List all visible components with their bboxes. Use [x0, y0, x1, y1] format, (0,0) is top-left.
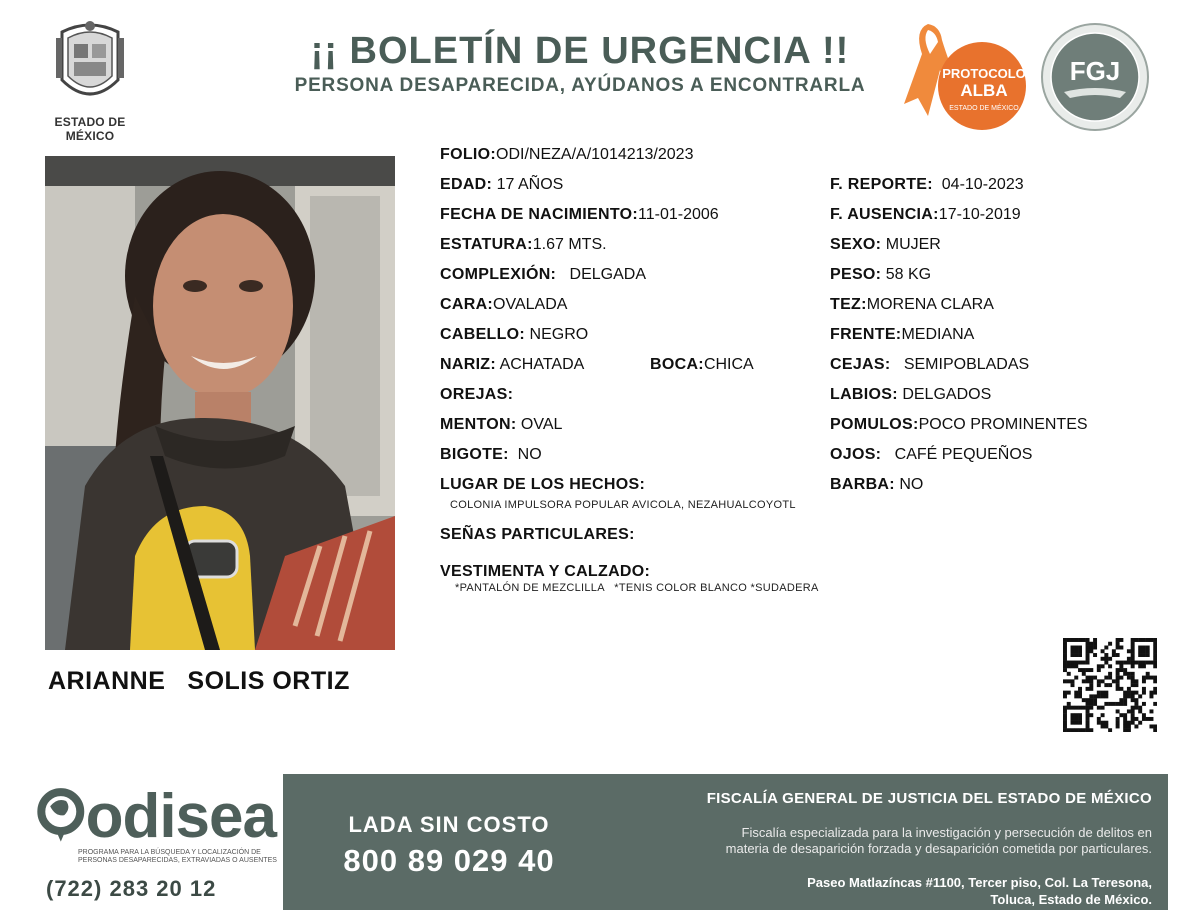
fgjem-title: FISCALÍA GENERAL DE JUSTICIA DEL ESTADO DE MÉXICO: [706, 790, 1152, 807]
field-value: MORENA CLARA: [866, 296, 994, 313]
field-label: ESTATURA:: [440, 236, 533, 253]
field-vestimenta-label: [440, 563, 650, 581]
field-bigote: [440, 446, 542, 464]
fgj-text: FGJ: [1069, 56, 1121, 86]
field-sexo: [830, 236, 941, 254]
field-value: MEDIANA: [901, 326, 975, 343]
field-boca: [650, 356, 754, 374]
field-value: 17 AÑOS: [496, 176, 564, 193]
field-fecha-nacimiento: [440, 206, 719, 224]
state-caption: ESTADO DE MÉXICO: [54, 115, 126, 143]
person-first-name: ARIANNE: [48, 667, 166, 695]
field-label: CARA:: [440, 296, 494, 313]
missing-person-photo: [45, 156, 395, 650]
field-menton: [440, 416, 562, 434]
field-label: TEZ:: [830, 296, 867, 313]
field-value: SEMIPOBLADAS: [903, 356, 1030, 373]
lada-phone-number[interactable]: 800 89 029 40: [343, 843, 555, 878]
odisea-logo: [36, 782, 277, 865]
field-labios: [830, 386, 991, 404]
field-label: BOCA:: [650, 356, 704, 373]
field-peso: [830, 266, 931, 284]
field-folio: [440, 146, 693, 164]
field-value: 1.67 MTS.: [532, 236, 607, 253]
orange-ribbon-icon: [900, 20, 1030, 132]
estado-de-mexico-logo: [30, 18, 150, 143]
field-label: FECHA DE NACIMIENTO:: [440, 206, 638, 223]
qr-code-icon: [1063, 638, 1157, 732]
field-label: SEÑAS PARTICULARES:: [440, 526, 635, 543]
field-value: OVALADA: [493, 296, 568, 313]
state-coat-of-arms-icon: [52, 18, 128, 106]
fgj-seal-icon: [1040, 22, 1150, 132]
odisea-wordmark: odisea: [85, 782, 276, 851]
field-label: F. REPORTE:: [830, 176, 933, 193]
fgjem-description: [600, 825, 1152, 857]
field-value: 04-10-2023: [941, 176, 1024, 193]
fgjem-desc-line: materia de desaparición forzada y desaparición cometida por particulares.: [725, 841, 1152, 856]
field-label: EDAD:: [440, 176, 493, 193]
field-orejas: [440, 386, 513, 404]
field-value: NO: [517, 446, 542, 463]
field-value: NO: [899, 476, 924, 493]
field-label: VESTIMENTA Y CALZADO:: [440, 563, 651, 580]
fgj-seal-logo: [1040, 22, 1150, 132]
fgjem-addr-line: Toluca, Estado de México.: [990, 892, 1152, 907]
field-label: FOLIO:: [440, 146, 497, 163]
field-label: CEJAS:: [830, 356, 891, 373]
field-value: DELGADOS: [902, 386, 992, 403]
field-label: LABIOS:: [830, 386, 898, 403]
field-value: 58 KG: [885, 266, 932, 283]
alba-line1: PROTOCOLO: [942, 66, 1026, 81]
field-barba: [830, 476, 923, 494]
person-name: [48, 667, 350, 696]
field-cara: [440, 296, 567, 314]
field-frente: [830, 326, 974, 344]
lada-label: LADA SIN COSTO: [348, 812, 550, 837]
field-value: 17-10-2019: [938, 206, 1021, 223]
field-value: POCO PROMINENTES: [918, 416, 1088, 433]
field-tez: [830, 296, 994, 314]
field-label: MENTON:: [440, 416, 517, 433]
field-label: SEXO:: [830, 236, 882, 253]
field-label: LUGAR DE LOS HECHOS:: [440, 476, 646, 493]
fgjem-address: [600, 874, 1152, 908]
field-nariz: [440, 356, 584, 374]
field-value: MUJER: [885, 236, 941, 253]
person-portrait-image: [45, 156, 395, 650]
field-value: OVAL: [520, 416, 563, 433]
field-vestimenta-value: *PANTALÓN DE MEZCLILLA *TENIS COLOR BLANCO *SUDADERA: [455, 582, 819, 594]
field-value: 11-01-2006: [638, 206, 719, 223]
field-f-ausencia: [830, 206, 1021, 224]
field-lugar-hechos-value: COLONIA IMPULSORA POPULAR AVICOLA, NEZAHUALCOYOTL: [450, 499, 796, 511]
odisea-caption: PROGRAMA PARA LA BÚSQUEDA Y LOCALIZACIÓN DE PERSONAS DESAPARECIDAS, EXTRAVIADAS O AUSENTES: [78, 849, 277, 864]
field-edad: [440, 176, 563, 194]
field-value: DELGADA: [569, 266, 647, 283]
field-senas-label: [440, 526, 635, 544]
field-ojos: [830, 446, 1032, 464]
field-label: PESO:: [830, 266, 882, 283]
person-last-names: SOLIS ORTIZ: [187, 667, 350, 695]
field-label: NARIZ:: [440, 356, 497, 373]
field-label: OJOS:: [830, 446, 882, 463]
odisea-phone: (722) 283 20 12: [46, 876, 217, 901]
field-label: BARBA:: [830, 476, 895, 493]
field-label: BIGOTE:: [440, 446, 509, 463]
fgjem-addr-line: Paseo Matlazíncas #1100, Tercer piso, Col. La Teresona,: [807, 875, 1152, 890]
odisea-map-pin-icon: [36, 785, 86, 847]
bulletin-title: ¡¡ BOLETÍN DE URGENCIA !!: [310, 30, 850, 72]
bulletin-subtitle: PERSONA DESAPARECIDA, AYÚDANOS A ENCONTRARLA: [294, 75, 866, 96]
field-label: F. AUSENCIA:: [830, 206, 939, 223]
field-value: NEGRO: [529, 326, 589, 343]
field-lugar-hechos-label: [440, 476, 645, 494]
field-cejas: [830, 356, 1029, 374]
field-value: ACHATADA: [499, 356, 585, 373]
protocolo-alba-logo: [900, 20, 1030, 132]
field-value: CHICA: [703, 356, 754, 373]
field-estatura: [440, 236, 607, 254]
alba-line2: ALBA: [960, 81, 1008, 100]
field-cabello: [440, 326, 588, 344]
field-label: OREJAS:: [440, 386, 514, 403]
field-value: ODI/NEZA/A/1014213/2023: [496, 146, 694, 163]
field-complexion: [440, 266, 646, 284]
alba-line3: ESTADO DE MÉXICO: [949, 105, 1019, 112]
qr-code[interactable]: [1063, 638, 1157, 732]
fgjem-desc-line: Fiscalía especializada para la investigación y persecución de delitos en: [741, 825, 1152, 840]
field-label: FRENTE:: [830, 326, 902, 343]
field-f-reporte: [830, 176, 1024, 194]
field-value: CAFÉ PEQUEÑOS: [894, 446, 1033, 463]
field-label: COMPLEXIÓN:: [440, 266, 557, 283]
field-label: POMULOS:: [830, 416, 919, 433]
field-pomulos: [830, 416, 1088, 434]
field-label: CABELLO:: [440, 326, 526, 343]
